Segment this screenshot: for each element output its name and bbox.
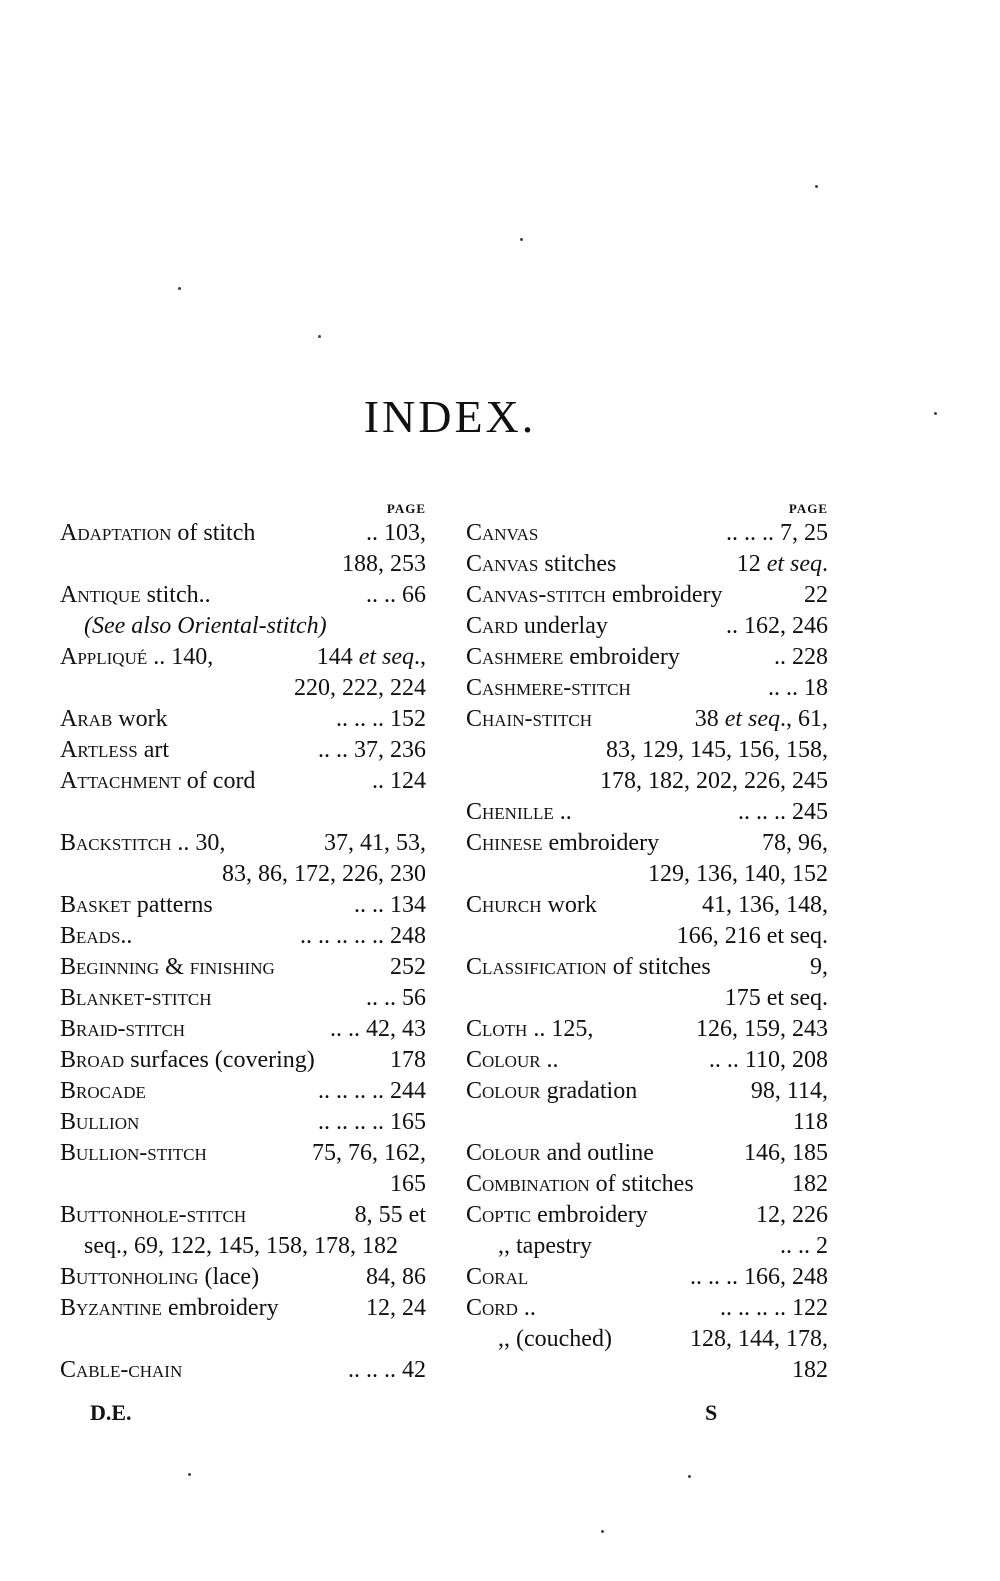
index-term [60, 890, 213, 921]
index-term [60, 921, 132, 952]
index-qualifier: embroidery [531, 1202, 648, 1228]
index-term [60, 642, 213, 673]
index-term [466, 549, 616, 580]
index-qualifier: gradation [540, 1078, 638, 1104]
scan-speck [520, 238, 523, 241]
index-qualifier: art [137, 737, 170, 763]
index-entry [466, 1169, 828, 1200]
index-headword: Buttonholing [60, 1264, 199, 1290]
index-term [60, 952, 275, 983]
index-pages: .. .. .. 152 [336, 706, 426, 732]
index-entry [60, 983, 426, 1014]
index-continuation: 175 et seq. [724, 985, 828, 1011]
index-pages: .. 103, [366, 520, 426, 546]
index-term [466, 1169, 694, 1200]
index-entry [466, 642, 828, 673]
index-qualifier: patterns [130, 892, 213, 918]
index-qualifier: stitch.. [140, 582, 211, 608]
index-term [466, 890, 597, 921]
index-headword: Church [466, 892, 542, 918]
index-qualifier: of cord [180, 768, 256, 794]
index-term [60, 1200, 246, 1231]
index-pages: 8, 55 et [354, 1202, 426, 1228]
index-pages: .. .. .. .. 165 [318, 1109, 426, 1135]
index-pages: .. .. .. .. 122 [720, 1295, 828, 1321]
index-entry [60, 704, 426, 735]
index-entry [60, 580, 426, 611]
index-entry [60, 828, 426, 859]
index-term [60, 704, 168, 735]
index-continuation: 118 [792, 1109, 828, 1135]
index-entry [60, 1076, 426, 1107]
index-term [466, 952, 711, 983]
index-term [466, 704, 592, 735]
index-entry [60, 1262, 426, 1293]
index-entry [60, 735, 426, 766]
index-pages: 78, 96, [762, 830, 828, 856]
index-entry [60, 1138, 426, 1169]
index-qualifier: work [112, 706, 168, 732]
index-pages: 12 et seq. [736, 551, 828, 577]
index-pages: .. .. 56 [366, 985, 426, 1011]
index-qualifier: underlay [517, 613, 608, 639]
page-label: PAGE [788, 501, 828, 516]
index-entry [60, 1293, 426, 1324]
index-headword: Canvas [466, 520, 539, 546]
index-pages: 128, 144, 178, [690, 1326, 828, 1352]
entries [60, 518, 426, 1386]
index-column-left [60, 500, 426, 1386]
index-qualifier: embroidery [563, 644, 680, 670]
index-headword: Arab [60, 706, 113, 732]
index-pages: 37, 41, 53, [324, 830, 426, 856]
index-entry [466, 1231, 828, 1262]
index-pages: .. .. .. 42 [348, 1357, 426, 1383]
index-term [466, 828, 659, 859]
index-headword: Attachment [60, 768, 181, 794]
index-entry [466, 1293, 828, 1324]
index-entry [466, 1138, 828, 1169]
index-entry [466, 673, 828, 704]
index-entry [466, 549, 828, 580]
index-gap [60, 1324, 426, 1355]
index-term [60, 828, 225, 859]
index-qualifier: and outline [540, 1140, 654, 1166]
index-entry [466, 1076, 828, 1107]
index-subline: seq., 69, 122, 145, 158, 178, 182 [84, 1233, 398, 1259]
index-entry [60, 890, 426, 921]
index-continuation: 83, 86, 172, 226, 230 [222, 861, 426, 887]
index-entry [60, 952, 426, 983]
index-headword: Bullion-stitch [60, 1140, 207, 1166]
index-term [466, 1200, 648, 1231]
page-label: PAGE [386, 501, 426, 516]
index-entry [60, 1014, 426, 1045]
index-entry [60, 642, 426, 673]
index-term [466, 1076, 637, 1107]
index-pages: 84, 86 [366, 1264, 426, 1290]
index-qualifier: of stitches [606, 954, 711, 980]
index-note: (See also Oriental-stitch) [84, 613, 327, 639]
index-term [60, 1293, 279, 1324]
index-continuation: 165 [390, 1171, 426, 1197]
index-pages: .. .. .. .. .. 248 [300, 923, 426, 949]
index-entry [466, 797, 828, 828]
index-term [60, 518, 255, 549]
index-term [466, 580, 723, 611]
index-headword: Cloth [466, 1016, 528, 1042]
index-qualifier: surfaces (covering) [124, 1047, 315, 1073]
index-term [466, 611, 608, 642]
signature-mark: D.E. [90, 1400, 132, 1425]
index-term [60, 1138, 207, 1169]
index-headword: Card [466, 613, 518, 639]
index-pages: 252 [390, 954, 426, 980]
entries [466, 518, 828, 1386]
index-term [466, 1231, 592, 1262]
scan-speck [178, 287, 181, 290]
index-term [466, 1262, 528, 1293]
scan-speck [815, 185, 818, 188]
index-pages: 98, 114, [750, 1078, 828, 1104]
index-entry [60, 766, 426, 797]
index-pages: 12, 226 [756, 1202, 828, 1228]
index-headword: Braid-stitch [60, 1016, 186, 1042]
index-headword: Colour .. [466, 1047, 559, 1073]
index-gap [60, 797, 426, 828]
index-qualifier: embroidery [161, 1295, 279, 1321]
index-entry [60, 1107, 426, 1138]
index-term [60, 1076, 146, 1107]
index-term [466, 1324, 612, 1355]
index-pages: .. .. 42, 43 [330, 1016, 426, 1042]
index-entry [466, 1200, 828, 1231]
index-headword: Cashmere [466, 644, 564, 670]
index-pages: 9, [810, 954, 828, 980]
index-pages: 146, 185 [744, 1140, 828, 1166]
index-entry [466, 1045, 828, 1076]
index-term [466, 518, 538, 549]
index-term [466, 642, 680, 673]
index-headword: Coptic [466, 1202, 532, 1228]
index-headword: Colour [466, 1078, 541, 1104]
index-headword: Cord .. [466, 1295, 536, 1321]
index-pages: .. .. 2 [780, 1233, 828, 1259]
index-pages: 144 et seq., [316, 644, 426, 670]
index-entry [60, 921, 426, 952]
index-pages: .. 124 [372, 768, 426, 794]
index-term [466, 1014, 593, 1045]
index-term [60, 766, 255, 797]
index-headword: Cashmere-stitch [466, 675, 631, 701]
index-entry [466, 1262, 828, 1293]
scan-speck [188, 1473, 191, 1476]
index-qualifier: embroidery [542, 830, 660, 856]
index-headword: Chinese [466, 830, 543, 856]
index-pages: 126, 159, 243 [696, 1016, 828, 1042]
scan-speck [318, 335, 321, 338]
index-qualifier: work [541, 892, 597, 918]
index-term [60, 735, 169, 766]
index-qualifier: .. 125, [527, 1016, 594, 1042]
index-continuation: 188, 253 [342, 551, 426, 577]
signature-letter: S [705, 1400, 718, 1425]
index-entry [466, 1014, 828, 1045]
index-pages: .. .. .. 245 [738, 799, 828, 825]
index-headword: Beads.. [60, 923, 133, 949]
index-pages: 178 [390, 1047, 426, 1073]
index-term [60, 1014, 185, 1045]
index-term [60, 1262, 259, 1293]
index-headword: Combination [466, 1171, 590, 1197]
index-entry [466, 518, 828, 549]
index-pages: 182 [792, 1171, 828, 1197]
index-qualifier: .. 30, [171, 830, 226, 856]
index-headword: Brocade [60, 1078, 146, 1104]
index-pages: 38 et seq., 61, [694, 706, 828, 732]
index-entry [60, 1045, 426, 1076]
index-headword: Chain-stitch [466, 706, 592, 732]
index-continuation: 166, 216 et seq. [676, 923, 828, 949]
index-headword: Appliqué [60, 644, 148, 670]
index-headword: Chenille .. [466, 799, 572, 825]
index-headword: Blanket-stitch [60, 985, 212, 1011]
index-entry [60, 1355, 426, 1386]
index-column-right [466, 500, 828, 1386]
index-entry [466, 611, 828, 642]
index-pages: .. .. 37, 236 [318, 737, 426, 763]
page-title: INDEX. [363, 391, 537, 442]
index-pages: 41, 136, 148, [702, 892, 828, 918]
index-term [466, 1293, 536, 1324]
index-qualifier: embroidery [605, 582, 723, 608]
index-headword: Classification [466, 954, 607, 980]
index-term [60, 1107, 139, 1138]
index-headword: Beginning & finishing [60, 954, 275, 980]
ditto-term: ,, (couched) [498, 1326, 612, 1352]
index-headword: Canvas [466, 551, 539, 577]
index-headword: Cable-chain [60, 1357, 183, 1383]
index-term [466, 673, 631, 704]
index-headword: Adaptation [60, 520, 172, 546]
index-continuation: 178, 182, 202, 226, 245 [600, 768, 828, 794]
index-headword: Buttonhole-stitch [60, 1202, 247, 1228]
index-pages: .. .. .. 166, 248 [690, 1264, 828, 1290]
index-term [466, 1045, 559, 1076]
index-term [60, 1355, 182, 1386]
index-qualifier: stitches [538, 551, 617, 577]
index-continuation: 83, 129, 145, 156, 158, [606, 737, 828, 763]
index-qualifier: (lace) [198, 1264, 260, 1290]
index-qualifier: .. 140, [147, 644, 214, 670]
index-pages: 12, 24 [366, 1295, 426, 1321]
index-continuation: 182 [792, 1357, 828, 1383]
index-pages: .. .. .. 7, 25 [726, 520, 828, 546]
index-term [60, 983, 211, 1014]
index-pages: 75, 76, 162, [312, 1140, 426, 1166]
index-headword: Broad [60, 1047, 125, 1073]
index-headword: Backstitch [60, 830, 172, 856]
index-term [60, 580, 211, 611]
index-term [60, 1045, 315, 1076]
index-headword: Colour [466, 1140, 541, 1166]
index-pages: .. .. 110, 208 [708, 1047, 828, 1073]
index-headword: Bullion [60, 1109, 140, 1135]
index-headword: Antique [60, 582, 141, 608]
ditto-term: ,, tapestry [498, 1233, 592, 1259]
index-headword: Canvas-stitch [466, 582, 606, 608]
index-term [466, 797, 572, 828]
index-headword: Artless [60, 737, 138, 763]
index-term [466, 1138, 654, 1169]
index-qualifier: of stitch [171, 520, 256, 546]
index-entry [466, 828, 828, 859]
index-continuation: 220, 222, 224 [294, 675, 426, 701]
index-headword: Byzantine [60, 1295, 162, 1321]
scan-speck [934, 412, 937, 415]
index-pages: 22 [804, 582, 828, 608]
index-entry [466, 890, 828, 921]
index-entry [466, 704, 828, 735]
index-pages: .. .. 18 [768, 675, 828, 701]
index-pages: .. 162, 246 [726, 613, 828, 639]
index-qualifier: of stitches [589, 1171, 694, 1197]
index-entry [466, 1324, 828, 1355]
index-entry [60, 1200, 426, 1231]
index-pages: .. .. .. .. 244 [318, 1078, 426, 1104]
scan-speck [601, 1530, 604, 1533]
index-pages: .. .. 134 [354, 892, 426, 918]
index-entry [466, 952, 828, 983]
index-pages: .. 228 [774, 644, 828, 670]
index-headword: Basket [60, 892, 131, 918]
index-entry [60, 518, 426, 549]
scan-speck [688, 1475, 691, 1478]
index-entry [466, 580, 828, 611]
index-headword: Coral [466, 1264, 529, 1290]
index-continuation: 129, 136, 140, 152 [648, 861, 828, 887]
index-pages: .. .. 66 [366, 582, 426, 608]
